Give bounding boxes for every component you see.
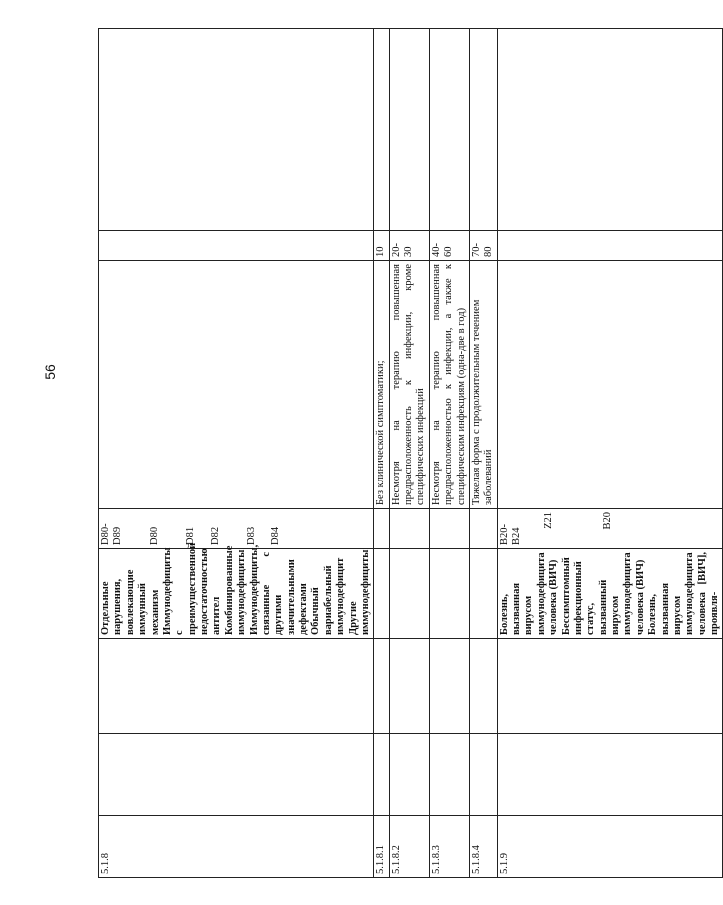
empty-cell (497, 639, 723, 734)
row-id-cell: 5.1.8.2 (389, 816, 429, 878)
empty-cell (429, 639, 469, 734)
empty-cell (497, 29, 723, 231)
empty-cell (389, 639, 429, 734)
icd-code: B20-B24 (498, 524, 522, 545)
empty-cell (429, 509, 469, 549)
icd-code: D81 (185, 526, 197, 545)
icd-code: Z21 (543, 512, 555, 529)
empty-cell (99, 734, 374, 816)
disease-name: Обычный вариабельный иммунодефицит (310, 557, 347, 635)
empty-cell (99, 261, 374, 509)
disability-criteria-table (98, 28, 723, 878)
icd-codes-cell (99, 509, 374, 549)
empty-cell (374, 639, 389, 734)
icd-code: D82 (209, 526, 221, 545)
page-number: 56 (42, 364, 58, 380)
disease-name: Комбинированные иммунодефициты (223, 545, 248, 635)
empty-cell (497, 231, 723, 261)
icd-code: D80-D89 (100, 523, 124, 545)
empty-cell (374, 29, 389, 231)
percent-cell: 10 (374, 231, 389, 261)
icd-codes-cell (497, 509, 723, 549)
table-row-5-1-8-2 (389, 29, 429, 878)
row-id-cell: 5.1.8 (99, 816, 374, 878)
empty-cell (374, 509, 389, 549)
icd-code: D83 (245, 526, 257, 545)
empty-cell (429, 29, 469, 231)
table-row-5-1-8-4 (469, 29, 497, 878)
percent-cell: 40-60 (429, 231, 469, 261)
disease-name: Другие иммунодефициты (347, 549, 371, 635)
empty-cell (469, 509, 497, 549)
percent-cell: 20-30 (389, 231, 429, 261)
row-id-cell: 5.1.9 (497, 816, 723, 878)
icd-code: D84 (270, 526, 282, 545)
percent-cell: 70-80 (469, 231, 497, 261)
disease-name: Иммунодефициты, связанные с другими значительными дефектами (248, 544, 309, 635)
criteria-text-cell: Несмотря на терапию повышенная предрасположенностью к инфекции, а также к специфическим инфекциям (одна-две в год) (429, 261, 469, 509)
empty-cell (469, 549, 497, 639)
empty-cell (374, 734, 389, 816)
empty-cell (389, 29, 429, 231)
empty-cell (469, 639, 497, 734)
disease-name: Болезнь, вызванная вирусом иммунодефицита человека (ВИЧ) (498, 552, 560, 635)
empty-cell (389, 549, 429, 639)
table-row-5-1-8-3 (429, 29, 469, 878)
disease-name: Бессимптомный инфекционный статус, вызванный вирусом иммунодефицита человека (ВИЧ) (560, 552, 646, 635)
icd-code: D80 (148, 526, 160, 545)
empty-cell (99, 231, 374, 261)
disease-names-cell (497, 549, 723, 639)
empty-cell (389, 734, 429, 816)
row-id-cell: 5.1.8.1 (374, 816, 389, 878)
disease-name: Болезнь, вызванная вирусом иммунодефицита человека [ВИЧ], проявля- (647, 552, 720, 635)
table-row-5-1-8-1 (374, 29, 389, 878)
empty-cell (497, 734, 723, 816)
empty-cell (469, 734, 497, 816)
empty-cell (429, 549, 469, 639)
criteria-text-cell: Тяжелая форма с продолжительным течением заболеваний (469, 261, 497, 509)
table-row-5-1-9 (497, 29, 723, 878)
criteria-text-cell: Без клинической симптоматики; (374, 261, 389, 509)
disease-name: Иммунодефициты с преимущественной недостаточностью антител (161, 542, 223, 635)
disease-names-cell (99, 542, 374, 639)
empty-cell (389, 509, 429, 549)
empty-cell (99, 639, 374, 734)
empty-cell (497, 261, 723, 509)
empty-cell (374, 549, 389, 639)
icd-code: B20 (601, 512, 613, 530)
table-row-5-1-8 (99, 29, 374, 878)
criteria-text-cell: Несмотря на терапию повышенная предрасположенность к инфекции, кроме специфических инфекций (389, 261, 429, 509)
row-id-cell: 5.1.8.4 (469, 816, 497, 878)
rotated-page-content (98, 28, 720, 878)
disease-name: Отдельные нарушения, вовлекающие иммунный механизм (100, 569, 161, 635)
empty-cell (429, 734, 469, 816)
empty-cell (99, 29, 374, 231)
row-id-cell: 5.1.8.3 (429, 816, 469, 878)
empty-cell (469, 29, 497, 231)
